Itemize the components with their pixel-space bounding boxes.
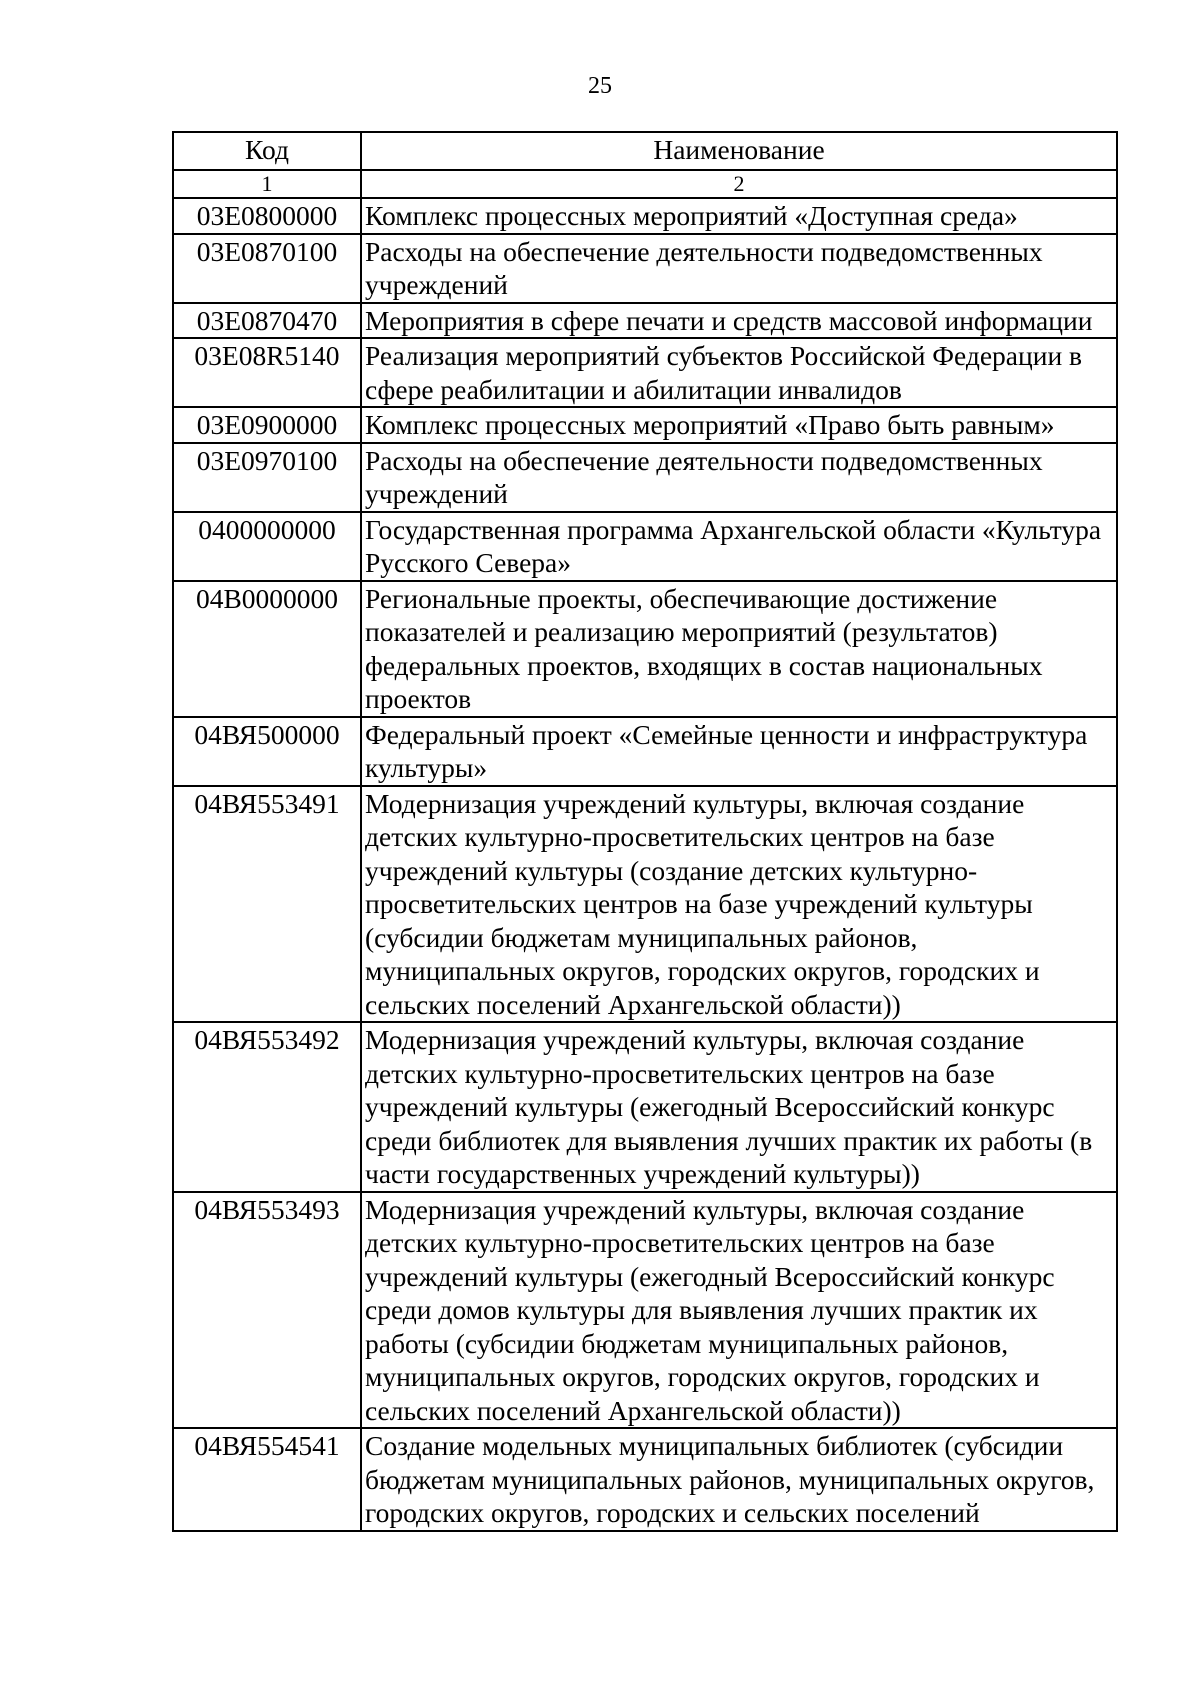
row-name: Реализация мероприятий субъектов Российской Федерации в сфере реабилитации и абилитации инвалидов [361,338,1117,407]
header-code: Код [173,132,361,170]
row-code: 03Е0900000 [173,407,361,443]
table-row [173,1192,1117,1429]
table-row [173,581,1117,717]
table-row [173,303,1117,339]
column-number-row [173,170,1117,198]
row-name: Государственная программа Архангельской области «Культура Русского Севера» [361,512,1117,581]
table-row [173,717,1117,786]
row-name: Создание модельных муниципальных библиотек (субсидии бюджетам муниципальных районов, муниципальных округов, городских округов, городских и сельских поселений [361,1428,1117,1531]
column-number-2: 2 [361,170,1117,198]
table-row [173,443,1117,512]
row-code: 0400000000 [173,512,361,581]
budget-classification-table [172,131,1118,1532]
column-number-1: 1 [173,170,361,198]
row-name: Модернизация учреждений культуры, включая создание детских культурно-просветительских центров на базе учреждений культуры (создание детских культурно-просветительских центров на базе учреждений культуры (субсидии бюджетам муниципальных районов, муниципальных округов, городских округов, городских и сельских поселений Архангельской области)) [361,786,1117,1023]
row-name: Комплекс процессных мероприятий «Право быть равным» [361,407,1117,443]
row-name: Региональные проекты, обеспечивающие достижение показателей и реализацию мероприятий (результатов) федеральных проектов, входящих в состав национальных проектов [361,581,1117,717]
row-code: 03Е0800000 [173,198,361,234]
row-code: 04ВЯ553491 [173,786,361,1023]
row-name: Модернизация учреждений культуры, включая создание детских культурно-просветительских центров на базе учреждений культуры (ежегодный Всероссийский конкурс среди библиотек для выявления лучших практик их работы (в части государственных учреждений культуры)) [361,1022,1117,1192]
row-name: Федеральный проект «Семейные ценности и инфраструктура культуры» [361,717,1117,786]
row-name: Модернизация учреждений культуры, включая создание детских культурно-просветительских центров на базе учреждений культуры (ежегодный Всероссийский конкурс среди домов культуры для выявления лучших практик их работы (субсидии бюджетам муниципальных районов, муниципальных округов, городских округов, городских и сельских поселений Архангельской области)) [361,1192,1117,1429]
table-row [173,786,1117,1023]
table-header-row [173,132,1117,170]
row-name: Комплекс процессных мероприятий «Доступная среда» [361,198,1117,234]
table-row [173,512,1117,581]
row-code: 03Е0870100 [173,234,361,303]
row-code: 04ВЯ553493 [173,1192,361,1429]
table-row [173,1022,1117,1192]
row-code: 04В0000000 [173,581,361,717]
row-code: 03Е08R5140 [173,338,361,407]
row-name: Расходы на обеспечение деятельности подведомственных учреждений [361,443,1117,512]
table-row [173,338,1117,407]
row-name: Мероприятия в сфере печати и средств массовой информации [361,303,1117,339]
header-name: Наименование [361,132,1117,170]
row-code: 04ВЯ500000 [173,717,361,786]
table-row [173,407,1117,443]
row-code: 04ВЯ554541 [173,1428,361,1531]
page-number: 25 [588,73,612,99]
row-name: Расходы на обеспечение деятельности подведомственных учреждений [361,234,1117,303]
table-row [173,1428,1117,1531]
row-code: 03Е0870470 [173,303,361,339]
table-row [173,198,1117,234]
table-row [173,234,1117,303]
row-code: 03Е0970100 [173,443,361,512]
row-code: 04ВЯ553492 [173,1022,361,1192]
